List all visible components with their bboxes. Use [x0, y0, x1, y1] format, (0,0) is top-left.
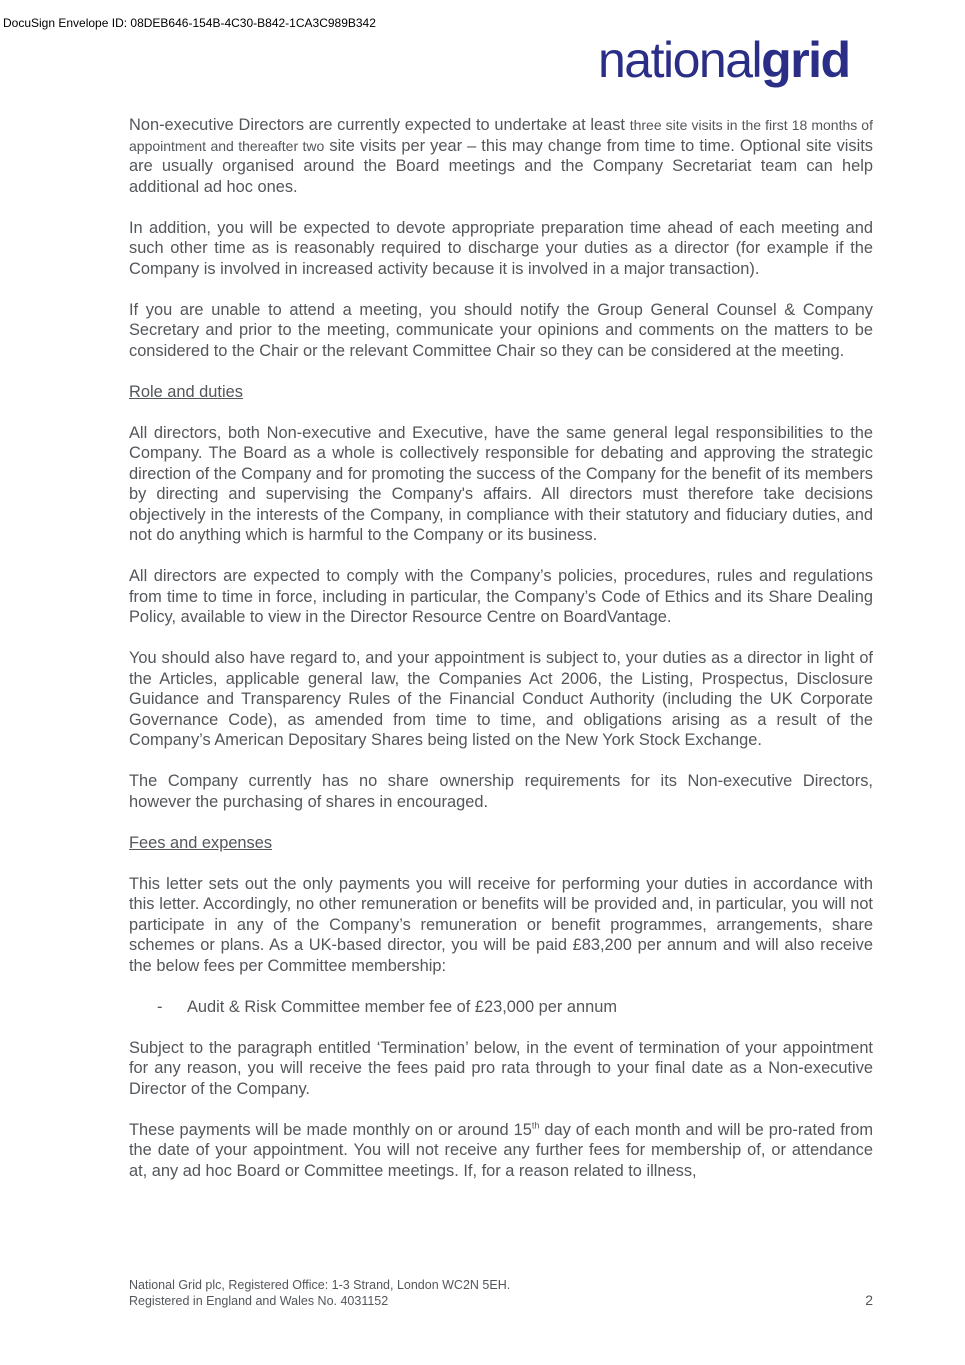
national-grid-logo — [598, 30, 850, 90]
paragraph-preparation-time: In addition, you will be expected to devote appropriate preparation time ahead of each meeting and such other time as is reasonably required to discharge your duties as a director (for example if the Company is involved in increased activity because it is involved in a major transaction). — [129, 218, 873, 278]
bullet-text: Audit & Risk Committee member fee of £23,000 per annum — [187, 997, 618, 1016]
page-number: 2 — [865, 1292, 873, 1308]
page-footer — [129, 1278, 873, 1309]
logo-part-grid: grid — [761, 32, 850, 88]
paragraph-site-visits — [129, 115, 873, 197]
docusign-envelope-id: DocuSign Envelope ID: 08DEB646-154B-4C30-B842-1CA3C989B342 — [3, 16, 376, 30]
paragraph-duties-as-director: You should also have regard to, and your appointment is subject to, your duties as a director in light of the Articles, applicable general law, the Companies Act 2006, the Listing, Prospectus, Disclosure Guidance and Transparency Rules of the Financial Conduct Authority (including the UK Corporate Governance Code), as amended from time to time, and obligations arising as a result of the Company’s American Depositary Shares being listed on the New York Stock Exchange. — [129, 649, 873, 749]
heading-role-and-duties: Role and duties — [129, 382, 243, 401]
logo-part-national: national — [598, 32, 762, 88]
ordinal-suffix: th — [531, 1120, 540, 1131]
paragraph-termination-fees: Subject to the paragraph entitled ‘Termination’ below, in the event of termination of your appointment for any reason, you will receive the fees paid pro rata through to your final date as a Non-executive Director of the Company. — [129, 1038, 873, 1098]
paragraph-policies-compliance: All directors are expected to comply with the Company’s policies, procedures, rules and regulations from time to time in force, including in particular, the Company’s Code of Ethics and its Share Dealing Policy, available to view in the Director Resource Centre on BoardVantage. — [129, 567, 873, 626]
footer-registration-number: Registered in England and Wales No. 4031152 — [129, 1293, 389, 1308]
bullet-dash: - — [157, 997, 163, 1016]
paragraph-general-responsibilities: All directors, both Non-executive and Executive, have the same general legal responsibilities to the Company. The Board as a whole is collectively responsible for debating and approving the strategic direction of the Company and for promoting the success of the Company for the benefit of its members by directing and supervising the Company's affairs. All directors must therefore take decisions objectively in the interests of the Company, in compliance with their statutory and fiduciary duties, and not do anything which is harmful to the Company or its business. — [129, 423, 873, 544]
paragraph-payments: This letter sets out the only payments you will receive for performing your duties in accordance with this letter. Accordingly, no other remuneration or benefits will be provided and, in particular, you will not participate in any of the Company’s remuneration or benefit programmes, arrangements, share schemes or plans. As a UK-based director, you will be paid £83,200 per annum and will also receive the below fees per Committee membership: — [129, 874, 873, 975]
site-visits-text-a: Non-executive Directors are currently expected to undertake at least — [129, 116, 625, 134]
footer-registered-office: National Grid plc, Registered Office: 1-3 Strand, London WC2N 5EH. — [129, 1278, 511, 1292]
paragraph-share-ownership: The Company currently has no share ownership requirements for its Non-executive Directors, however the purchasing of shares in encouraged. — [129, 772, 873, 811]
heading-fees-and-expenses: Fees and expenses — [129, 833, 273, 852]
monthly-text-a: These payments will be made monthly on or around 15 — [129, 1120, 532, 1139]
paragraph-monthly-payments — [129, 1120, 873, 1182]
list-item-audit-fee — [129, 997, 873, 1018]
site-visits-text-b: three site visits in the first 18 months of appointment and thereafter two — [129, 117, 873, 154]
site-visits-text-c: site visits per year – this may change from time to time. Optional site visits are usually organised around the Board meetings and the Company Secretariat team can help additional ad hoc ones. — [129, 136, 873, 196]
monthly-text-b: day of each month and will be pro-rated from the date of your appointment. You will not receive any further fees for membership of, or attendance at, any ad hoc Board or Committee meetings. If, for a reason related to illness, — [129, 1120, 874, 1180]
paragraph-unable-to-attend: If you are unable to attend a meeting, you should notify the Group General Counsel & Company Secretary and prior to the meeting, communicate your opinions and comments on the matters to be considered to the Chair or the relevant Committee Chair so they can be considered at the meeting. — [129, 300, 873, 360]
document-body — [129, 115, 873, 1202]
